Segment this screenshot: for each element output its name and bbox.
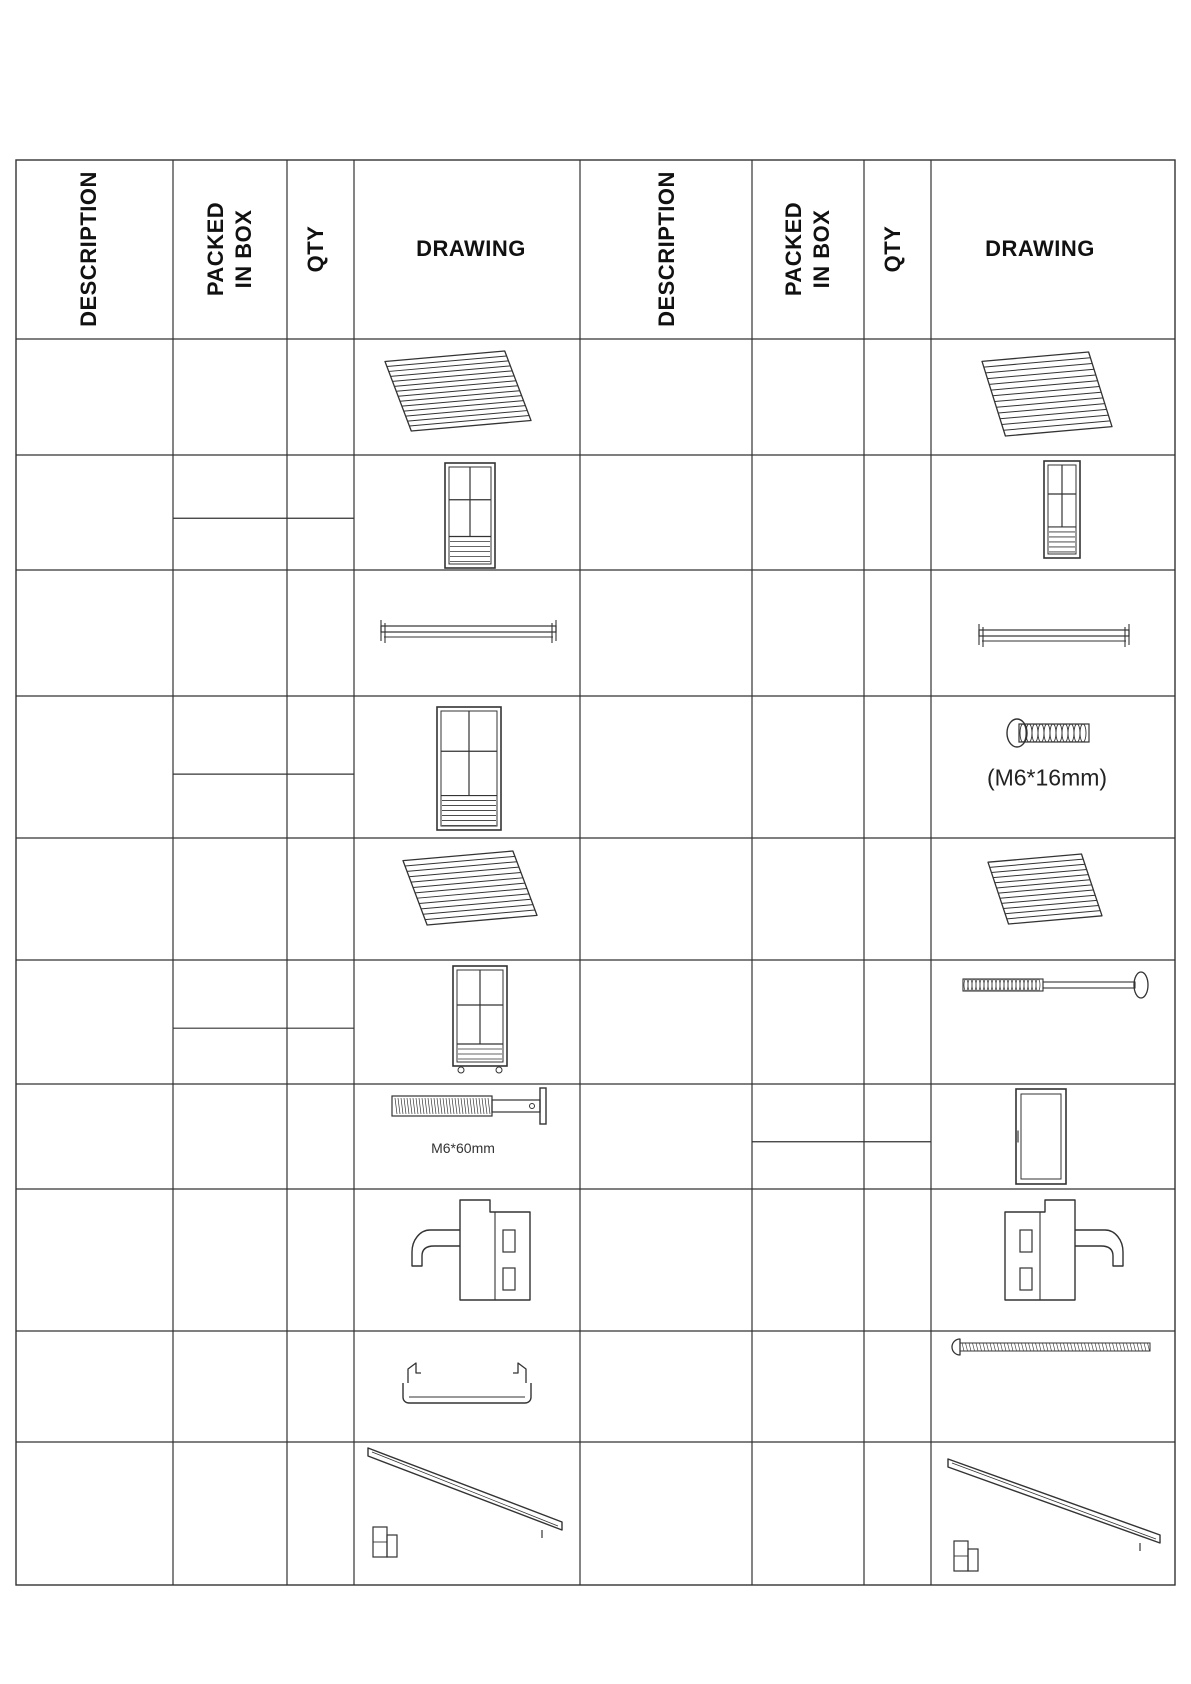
header-drawing-right: DRAWING	[985, 236, 1095, 261]
header-description-left: DESCRIPTION	[76, 171, 101, 327]
screw-m6-16-drawing	[1007, 719, 1089, 747]
header-packed-in-box-right	[780, 202, 836, 296]
u-channel-clip-drawing	[403, 1363, 531, 1403]
header-packed-line1-right: PACKED	[781, 201, 806, 297]
header-packed-in-box-left	[202, 202, 258, 296]
hinge-bracket-drawing-right	[1005, 1200, 1123, 1300]
frame-with-door-drawing-2	[437, 707, 501, 830]
long-screw-drawing	[952, 1339, 1150, 1355]
clothes-rail-drawing-1	[381, 620, 556, 643]
slatted-panel-drawing-4	[988, 854, 1102, 924]
frame-with-door-drawing-1	[445, 463, 495, 568]
header-packed-line2-left: IN BOX	[231, 209, 256, 289]
clothes-rail-drawing-2	[979, 624, 1129, 647]
rectangular-frame-drawing	[1016, 1089, 1066, 1184]
top-rail-drawing-left	[368, 1448, 562, 1557]
frame-with-door-wheels-drawing	[453, 966, 507, 1073]
hinge-bracket-drawing-left	[412, 1200, 530, 1300]
frame-with-door-drawing-3	[1044, 461, 1080, 558]
table-grid	[16, 160, 1175, 1585]
bolt-m6-60-drawing	[392, 1088, 546, 1124]
header-drawing-left: DRAWING	[416, 236, 526, 261]
bolt-size-label: M6*60mm	[431, 1140, 495, 1156]
header-qty-left: QTY	[303, 225, 328, 273]
header-description-right: DESCRIPTION	[654, 171, 679, 327]
slatted-panel-drawing-1	[385, 351, 531, 431]
header-packed-line1-left: PACKED	[203, 201, 228, 297]
header-qty-right: QTY	[880, 225, 905, 273]
slatted-panel-drawing-2	[403, 851, 537, 925]
slatted-panel-drawing-3	[982, 352, 1112, 436]
top-rail-drawing-right	[948, 1459, 1160, 1571]
header-packed-line2-right: IN BOX	[809, 209, 834, 289]
long-bolt-drawing	[963, 972, 1148, 998]
screw-size-label: (M6*16mm)	[986, 764, 1108, 791]
